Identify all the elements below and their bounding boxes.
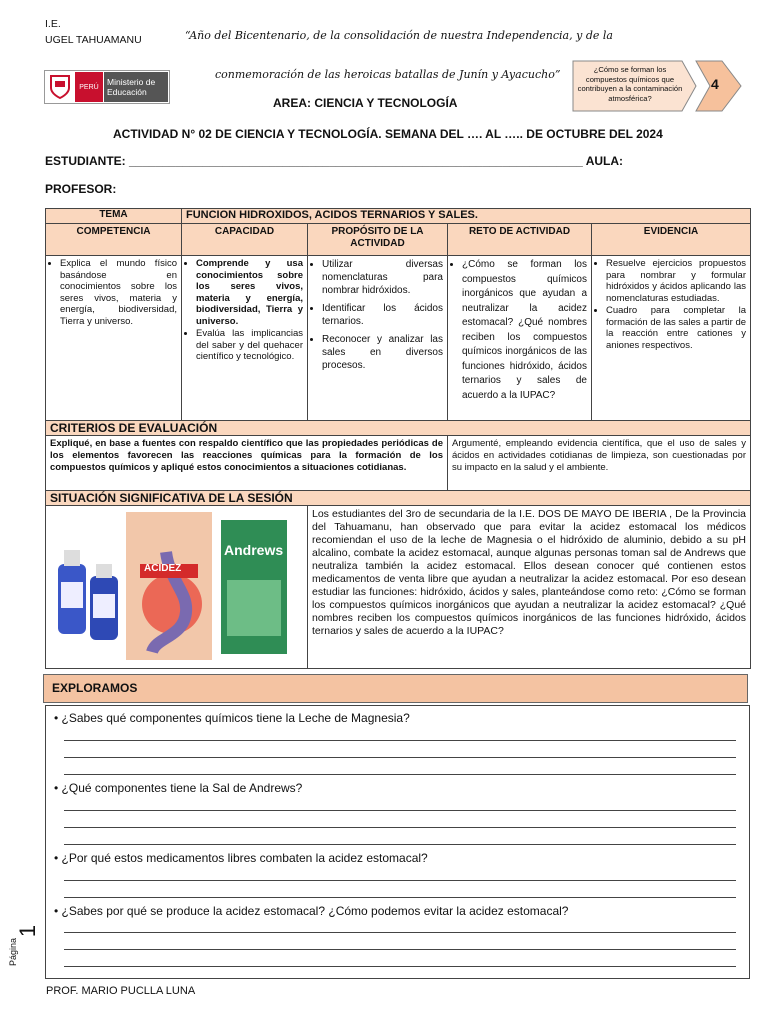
criterio-2: Argumenté, empleando evidencia científica, que el uso de sales y ácidos en actividades cotidianas de limpieza, son cuestionadas por su impacto en la salud y el ambiente. (448, 436, 751, 491)
header-capacidad: CAPACIDAD (182, 224, 308, 256)
capacidad-cell (182, 256, 308, 421)
question-2: • ¿Qué componentes tiene la Sal de Andrews? (54, 781, 303, 795)
activity-title: ACTIVIDAD N° 02 DE CIENCIA Y TECNOLOGÍA. SEMANA DEL …. AL ….. DE OCTUBRE DEL 2024 (113, 127, 663, 141)
evidencia-cell (592, 256, 751, 421)
arrow-number: 4 (711, 76, 719, 92)
answer-line[interactable] (64, 966, 736, 967)
capacidad-item: • Comprende y usa conocimientos sobre los seres vivos, materia y energía, biodiversidad, Tierra y universo. (196, 258, 303, 327)
header-competencia: COMPETENCIA (46, 224, 182, 256)
magnesia-bottles-icon (54, 546, 124, 646)
ministry-logo (44, 70, 170, 104)
header-reto: RETO DE ACTIVIDAD (448, 224, 592, 256)
proposito-item: • Reconocer y analizar las sales en diversos procesos. (322, 333, 443, 372)
motto-line1: “Año del Bicentenario, de la consolidación de nuestra Independencia, y de la (185, 29, 613, 42)
challenge-arrow (572, 60, 742, 112)
situacion-label: SITUACIÓN SIGNIFICATIVA DE LA SESIÓN (46, 491, 751, 506)
answer-line[interactable] (64, 740, 736, 741)
competencia-cell (46, 256, 182, 421)
author-footer: PROF. MARIO PUCLLA LUNA (46, 985, 196, 997)
ugel-label: UGEL TAHUAMANU (45, 34, 142, 46)
andrews-text: Andrews (224, 542, 284, 558)
reto-item: • ¿Cómo se forman los compuestos químicos inorgánicos que ayudan a neutralizar la acidez estomacal? ¿Qué nombres reciben los compuestos químicos inorgánicos de las funciones hidróxido, ácidos ternarios y sales de acuerdo a la IUPAC? (462, 258, 587, 403)
question-4: • ¿Sabes por qué se produce la acidez estomacal? ¿Cómo podemos evitar la acidez estomacal? (54, 904, 569, 918)
answer-line[interactable] (64, 897, 736, 898)
planning-table (45, 208, 751, 669)
answer-line[interactable] (64, 844, 736, 845)
situacion-image (46, 506, 308, 669)
logo-ministry-text: Ministerio de Educación (104, 72, 168, 102)
answer-line[interactable] (64, 949, 736, 950)
motto-line2: conmemoración de las heroicas batallas de Junín y Ayacucho” (215, 68, 561, 81)
proposito-item: • Identificar los ácidos ternarios. (322, 302, 443, 328)
page-label: Página (8, 937, 18, 966)
question-3: • ¿Por qué estos medicamentos libres combaten la acidez estomacal? (54, 851, 428, 865)
answer-line[interactable] (64, 810, 736, 811)
questions-box (45, 705, 750, 979)
question-1: • ¿Sabes qué componentes químicos tiene la Leche de Magnesia? (54, 711, 410, 725)
competencia-item: • Explica el mundo físico basándose en conocimientos sobre los seres vivos, materia y energía, biodiversidad, Tierra y universo. (60, 258, 177, 327)
answer-line[interactable] (64, 932, 736, 933)
criterio-1: Expliqué, en base a fuentes con respaldo científico que las propiedades periódicas de los elementos favorecen las reacciones químicas para la formación de los compuestos químicos y apliqué estos conocimientos a situaciones cotidianas. (46, 436, 448, 491)
arrow-question: ¿Cómo se forman los compuestos químicos que contribuyen a la contaminación atmosférica? (577, 65, 683, 103)
andrews-box-icon (221, 520, 287, 654)
area-title: AREA: CIENCIA Y TECNOLOGÍA (273, 96, 458, 110)
page-number: 1 (15, 924, 41, 938)
proposito-item: • Utilizar diversas nomenclaturas para nombrar hidróxidos. (322, 258, 443, 297)
header-evidencia: EVIDENCIA (592, 224, 751, 256)
header-proposito: PROPÓSITO DE LA ACTIVIDAD (308, 224, 448, 256)
student-field: ESTUDIANTE: ____________________________________________________________________ AULA: (45, 154, 624, 168)
acidez-text: ACIDEZ (144, 563, 182, 574)
situacion-text: Los estudiantes del 3ro de secundaria de la I.E. DOS DE MAYO DE IBERIA , De la Provincia del Tahuamanu, han observado que para evitar la acidez estomacal los médicos recomiendan el uso de la leche de Magnesia o el hidróxido de aluminio, debido a su pH alcalino, combate la acidez estomacal, aunque algunas personas toman sal de Andrews que neutraliza también la acidez estomacal. Ellos desean conocer qué contienen estos medicamentos de venta libre que ayudan a neutralizar la acidez estomacal. Por eso desean estudiar las funciones: hidróxido, ácidos y sales, planteándose como reto: ¿Cómo se forman los compuestos químicos inorgánicos que ayudan a neutralizar la acidez estomacal? ¿Qué nombres reciben los compuestos químicos inorgánicos de las funciones hidróxido, ácidos ternarios y sales de acuerdo a la IUPAC? (308, 506, 751, 669)
school-label: I.E. (45, 18, 61, 30)
explore-header (43, 674, 748, 703)
proposito-cell (308, 256, 448, 421)
answer-line[interactable] (64, 880, 736, 881)
stomach-acid-icon (126, 512, 212, 660)
peru-shield-icon (45, 71, 75, 103)
answer-line[interactable] (64, 757, 736, 758)
teacher-field: PROFESOR: (45, 182, 117, 196)
page-number-block (8, 920, 44, 966)
logo-peru-text: PERÚ (75, 72, 103, 102)
explore-title: EXPLORAMOS (52, 681, 138, 695)
criterios-label: CRITERIOS DE EVALUACIÓN (46, 421, 751, 436)
tema-value: FUNCION HIDROXIDOS, ACIDOS TERNARIOS Y SALES. (182, 209, 751, 224)
tema-label: TEMA (46, 209, 182, 224)
evidencia-item: • Resuelve ejercicios propuestos para nombrar y formular hidróxidos y ácidos aplicando las nomenclaturas estudiadas. (606, 258, 746, 304)
evidencia-item: • Cuadro para completar la formación de las sales a partir de la reacción entre cationes y aniones respectivos. (606, 305, 746, 351)
capacidad-item: • Evalúa las implicancias del saber y del quehacer científico y tecnológico. (196, 328, 303, 363)
reto-cell (448, 256, 592, 421)
answer-line[interactable] (64, 827, 736, 828)
answer-line[interactable] (64, 774, 736, 775)
